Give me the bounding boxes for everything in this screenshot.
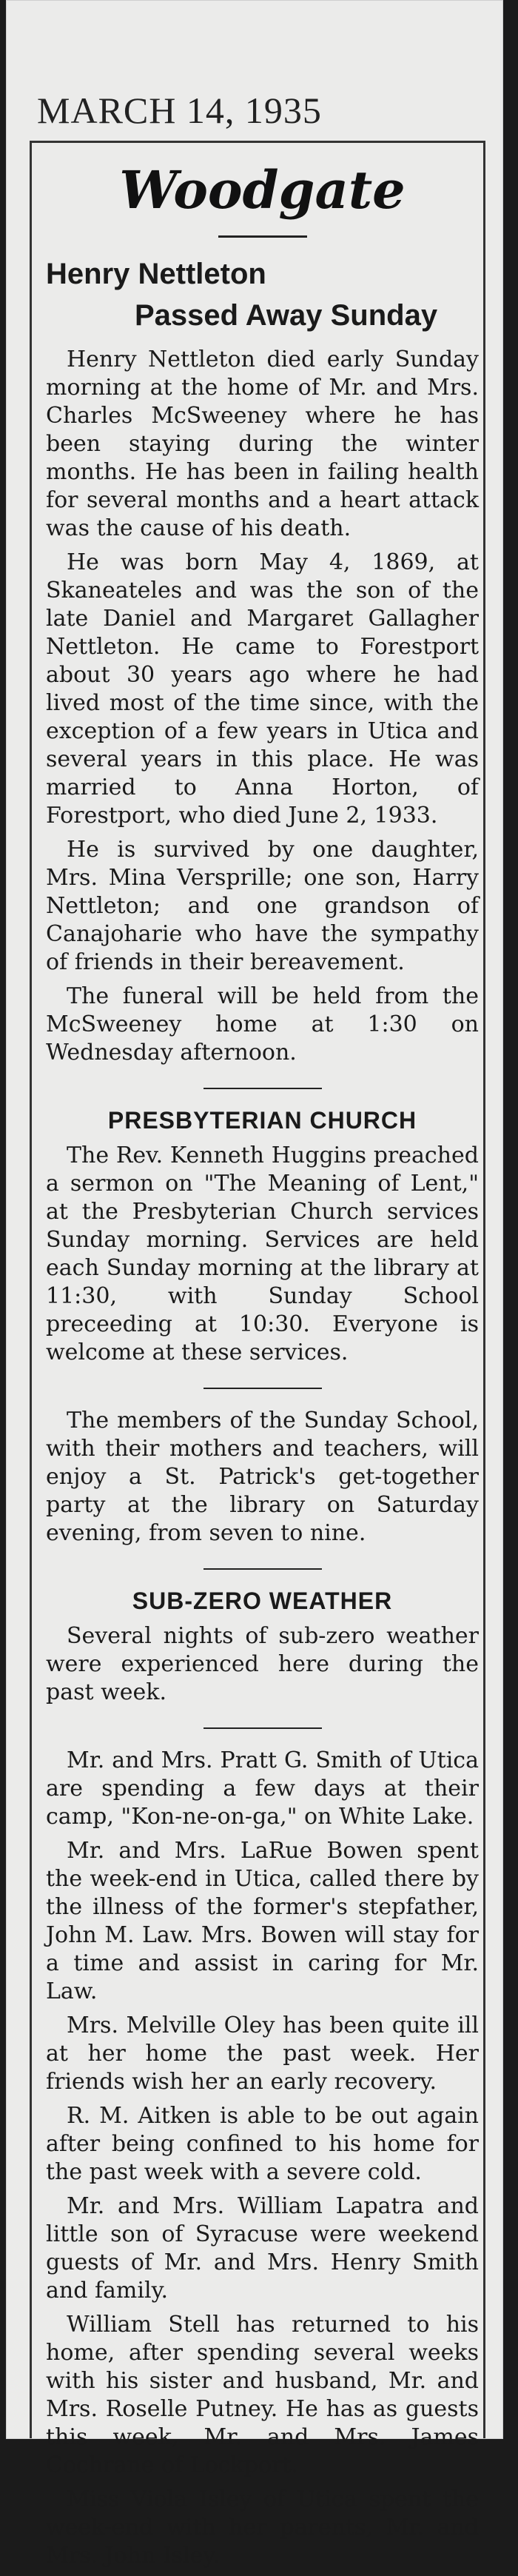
masthead-title: Woodgate (119, 159, 406, 221)
article1-headline-line2: Passed Away Sunday (135, 299, 438, 332)
article4-paragraph: Several nights of sub-zero weather were experienced here during the past week. (46, 1623, 479, 1705)
section-rule (204, 1568, 322, 1570)
article2-paragraph: The Rev. Kenneth Huggins preached a sermon on "The Meaning of Lent," at the Presbyterian Church services Sunday morning. Services are held each Sunday morning at the library at 11:30, with Sunday School preceeding at 10:30. Everyone is welcome at these services. (46, 1143, 479, 1365)
article1-paragraph: The funeral will be held from the McSweeney home at 1:30 on Wednesday afternoon. (46, 983, 479, 1065)
article5-paragraph: R. M. Aitken is able to be out again after being confined to his home for the past week with a severe cold. (46, 2103, 479, 2185)
article5-paragraph: Mr. and Mrs. LaRue Bowen spent the week-end in Utica, called there by the illness of the former's stepfather, John M. Law. Mrs. Bowen will stay for a time and assist in caring for Mr. Law. (46, 1838, 479, 2004)
article5-paragraph: Mrs. Melville Oley has been quite ill at her home the past week. Her friends wish her an early recovery. (46, 2013, 479, 2095)
section-rule (204, 1088, 322, 1089)
section-rule (204, 1388, 322, 1389)
article4-headline: SUB-ZERO WEATHER (132, 1588, 393, 1614)
article5-paragraph: William Stell has returned to his home, after spending several weeks with his sister and husband, Mr. and Mrs. Roselle Putney. He has as guests this week, Mr. and Mrs. James Cochrane of Lockport. (46, 2312, 479, 2478)
article1-headline-line1: Henry Nettleton (46, 258, 266, 290)
article5-paragraph: Mr. and Mrs. William Lapatra and little son of Syracuse were weekend guests of Mr. and Mrs. Henry Smith and family. (46, 2193, 479, 2304)
section-rule (204, 1727, 322, 1729)
article2-headline: PRESBYTERIAN CHURCH (107, 1107, 417, 1134)
article5-paragraph: Miss Viola Isley of Utica spent the week-end with her parents, Mr. and Mrs. John Isley. (46, 2486, 479, 2569)
column-content (46, 152, 479, 2576)
masthead-rule (218, 235, 307, 238)
article5-paragraph: Mr. and Mrs. Pratt G. Smith of Utica are spending a few days at their camp, "Kon-ne-on-ga," on White Lake. (46, 1747, 479, 1830)
article1-paragraph: Henry Nettleton died early Sunday morning at the home of Mr. and Mrs. Charles McSweeney where he has been staying during the winter months. He has been in failing health for several months and a heart attack was the cause of his death. (46, 347, 479, 541)
article1-paragraph: He was born May 4, 1869, at Skaneateles and was the son of the late Daniel and Margaret Gallagher Nettleton. He came to Forestport about 30 years ago where he had lived most of the time since, with the exception of a few years in Utica and several years in this place. He was married to Anna Horton, of Forestport, who died June 2, 1933. (46, 549, 479, 829)
article3-paragraph: The members of the Sunday School, with their mothers and teachers, will enjoy a St. Patrick's get-together party at the library on Saturday evening, from seven to nine. (46, 1408, 479, 1546)
date-line: MARCH 14, 1935 (37, 90, 322, 131)
article1-paragraph: He is survived by one daughter, Mrs. Mina Versprille; one son, Harry Nettleton; and one grandson of Canajoharie who have the sympathy of friends in their bereavement. (46, 837, 479, 975)
